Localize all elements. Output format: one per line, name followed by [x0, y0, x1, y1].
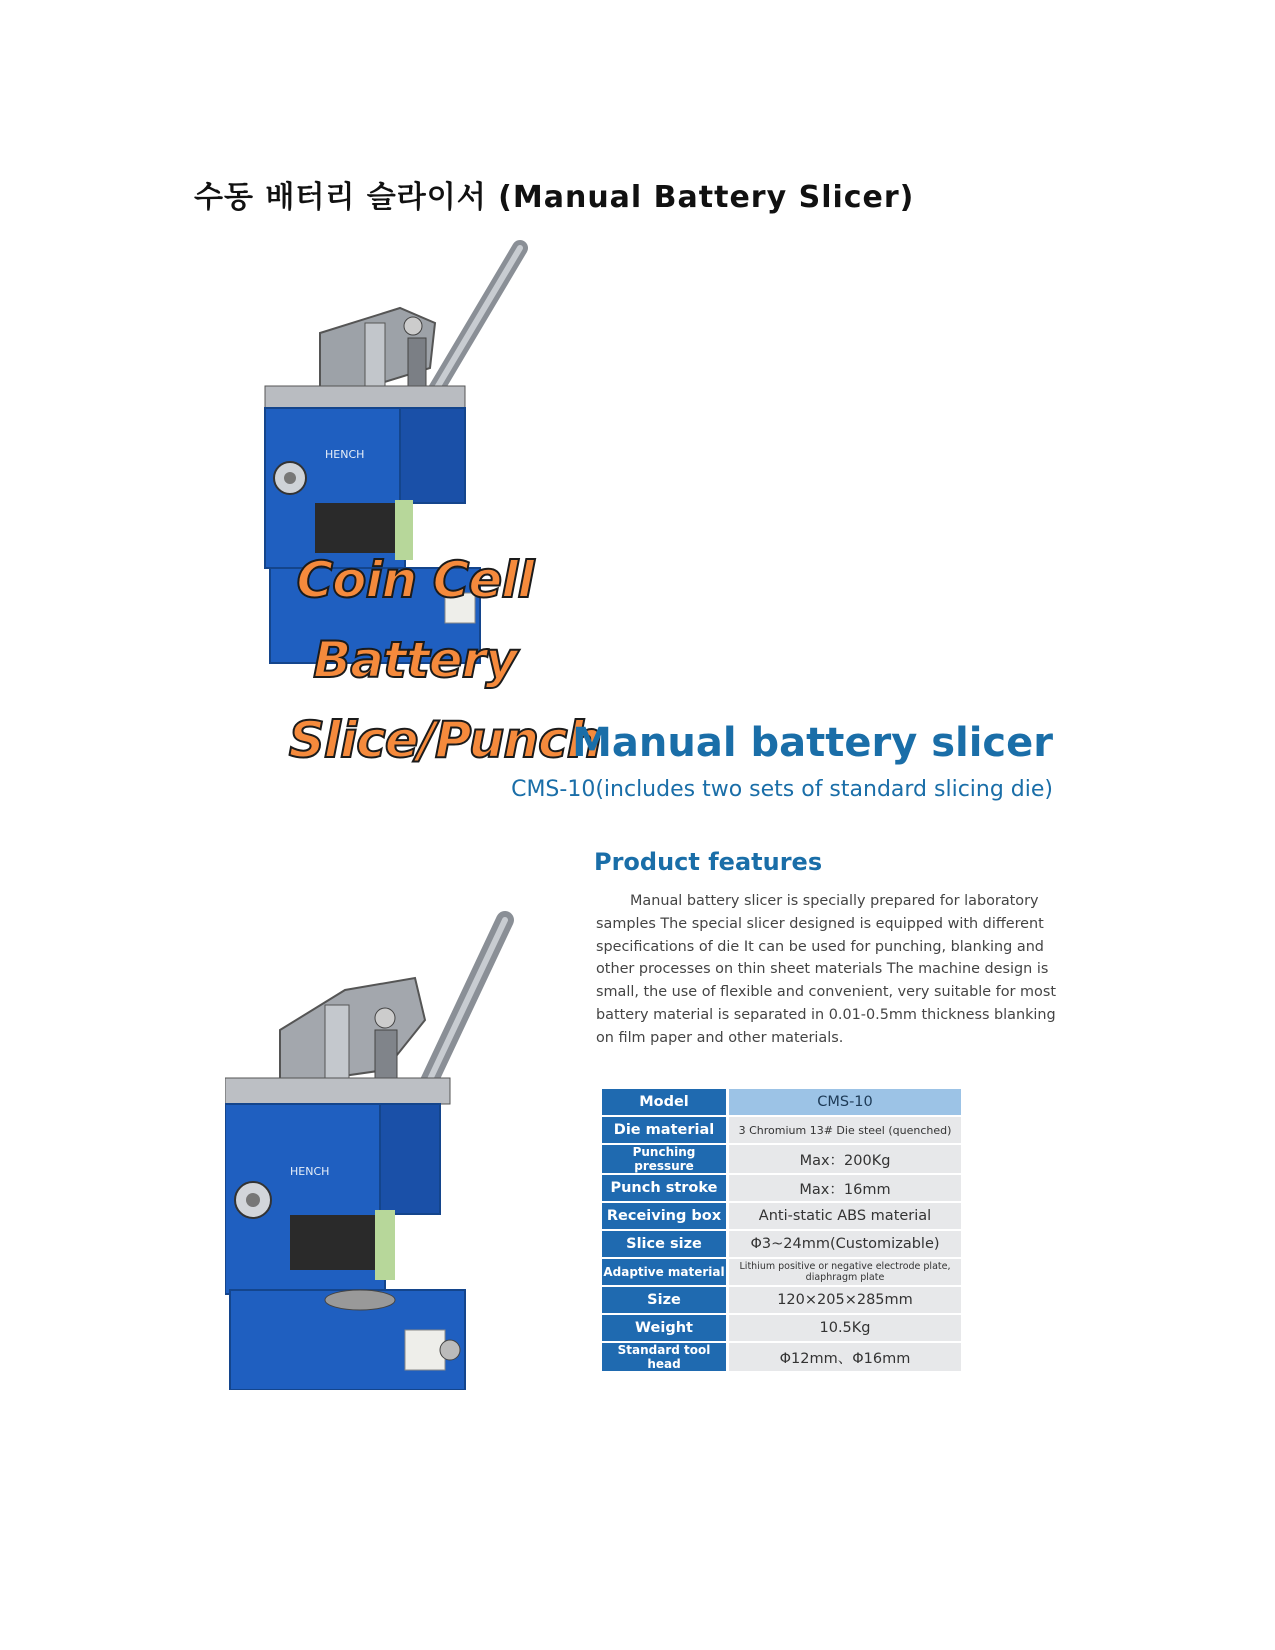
spec-label: Punching pressure [602, 1145, 729, 1173]
spec-label: Adaptive material [602, 1259, 729, 1285]
hero-image [190, 238, 640, 769]
table-row [602, 1203, 961, 1229]
table-row [602, 1145, 961, 1173]
table-row [602, 1259, 961, 1285]
table-row [602, 1089, 961, 1115]
spec-value: Max：16mm [729, 1175, 961, 1201]
table-row [602, 1231, 961, 1257]
table-row [602, 1315, 961, 1341]
spec-value: 3 Chromium 13# Die steel (quenched) [729, 1117, 961, 1143]
spec-label: Size [602, 1287, 729, 1313]
spec-value: Max：200Kg [729, 1145, 961, 1173]
spec-label: Receiving box [602, 1203, 729, 1229]
product-subtitle: CMS-10(includes two sets of standard slicing die) [511, 777, 1053, 802]
table-row [602, 1117, 961, 1143]
spec-label: Punch stroke [602, 1175, 729, 1201]
table-row [602, 1343, 961, 1371]
hero-caption-line1: Coin Cell Battery [296, 551, 534, 689]
battery-slicer-photo [225, 890, 525, 1390]
spec-value: Lithium positive or negative electrode plate, diaphragm plate [729, 1259, 961, 1285]
table-row [602, 1287, 961, 1313]
hero-caption-line2: Slice/Punch [288, 711, 602, 769]
table-row [602, 1175, 961, 1201]
spec-label: Standard tool head [602, 1343, 729, 1371]
spec-label: Weight [602, 1315, 729, 1341]
spec-value: CMS-10 [729, 1089, 961, 1115]
document-title: 수동 배터리 슬라이서 (Manual Battery Slicer) [194, 180, 915, 215]
spec-label: Slice size [602, 1231, 729, 1257]
spec-label: Die material [602, 1117, 729, 1143]
spec-value: Φ3~24mm(Customizable) [729, 1231, 961, 1257]
spec-value: Anti-static ABS material [729, 1203, 961, 1229]
spec-value: Φ12mm、Φ16mm [729, 1343, 961, 1371]
spec-value: 120×205×285mm [729, 1287, 961, 1313]
hench-logo-2: HENCH [290, 1165, 330, 1178]
product-title: Manual battery slicer [572, 720, 1053, 766]
spec-table [602, 1087, 961, 1373]
features-heading: Product features [594, 848, 823, 876]
hench-logo: HENCH [325, 448, 365, 461]
spec-label: Model [602, 1089, 729, 1115]
features-text: Manual battery slicer is specially prepared for laboratory samples The special slicer designed is equipped with different specifications of die It can be used for punching, blanking and other processes on thin sheet materials The machine design is small, the use of flexible and convenient, very suitable for most battery material is separated in 0.01-0.5mm thickness blanking on film paper and other materials. [596, 893, 1056, 1046]
spec-value: 10.5Kg [729, 1315, 961, 1341]
product-image [225, 890, 525, 1390]
